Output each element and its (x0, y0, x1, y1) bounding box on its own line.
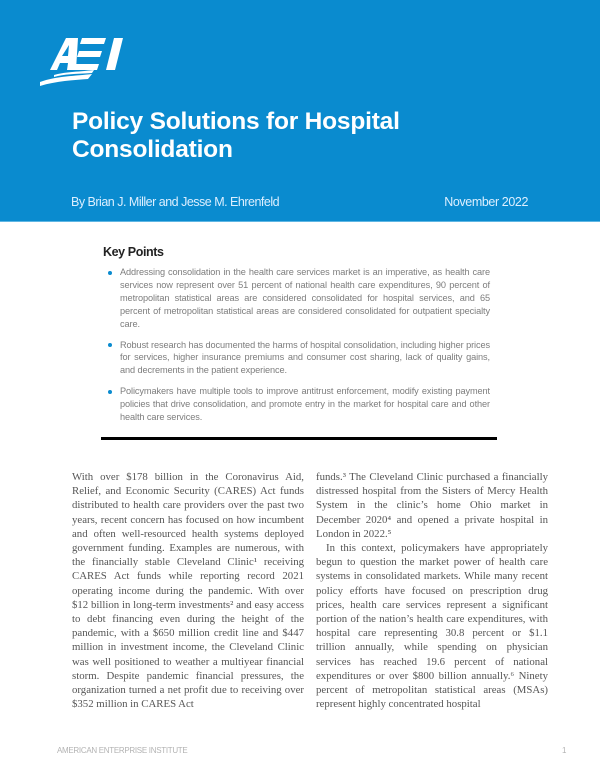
key-point-text: Policymakers have multiple tools to improve antitrust enforcement, modify existing payment policies that drive consolidation, and promote entry in the market for hospital care and other health care services. (120, 386, 490, 423)
key-points-heading: Key Points (103, 245, 164, 259)
body-column-left (72, 470, 304, 711)
page-title: Policy Solutions for Hospital Consolidation (72, 108, 400, 163)
bullet-icon (108, 390, 112, 394)
page-number: 1 (562, 746, 567, 755)
key-point-item (108, 339, 490, 378)
body-paragraph: In this context, policymakers have appropriately begun to question the market power of health care systems in consolidated markets. While many recent policy efforts have focused on prescription drug prices, health care services represent a significant portion of the nation’s health care expenditures, with hospital care representing 30.8 percent or $1.1 trillion annually, while spending on physician services has reached 19.6 percent of national expenditures or over $800 billion annually.⁶ Ninety percent of metropolitan statistical areas (MSAs) represent highly concentrated hospital (316, 542, 548, 711)
body-paragraph: funds.³ The Cleveland Clinic purchased a financially distressed hospital from the Sisters of Mercy Health System in the clinic’s home Ohio market in December 2020⁴ and opened a private hospital in London in 2022.⁵ (316, 471, 548, 540)
key-points-list (108, 266, 490, 432)
footer-organization: AMERICAN ENTERPRISE INSTITUTE (57, 746, 188, 755)
body-paragraph: With over $178 billion in the Coronavirus Aid, Relief, and Economic Security (CARES) Act funds distributed to health care providers over the past two years, recent concern has focused on how incumbent and often well-resourced health systems deployed government funding. Examples are numerous, with the financially stable Cleveland Clinic¹ receiving CARES Act funds while reporting record 2021 operating income during the pandemic. With over $12 billion in long-term investments² and easy access to debt financing even during the height of the pandemic, with a $650 million credit line and $447 million in investment income, the Cleveland Clinic was well positioned to weather a multiyear financial storm. Despite pandemic financial pressures, the organization turned a net profit due to receiving over $352 million in CARES Act (72, 471, 304, 711)
publication-date: November 2022 (444, 195, 528, 209)
body-column-right (316, 470, 548, 711)
cover-header (0, 0, 600, 222)
author-byline: By Brian J. Miller and Jesse M. Ehrenfeld (71, 195, 280, 209)
key-point-text: Robust research has documented the harms of hospital consolidation, including higher prices for services, higher insurance premiums and consumer cost sharing, lack of quality gains, and decrements in the patient experience. (120, 339, 490, 376)
bullet-icon (108, 343, 112, 347)
key-point-item (108, 385, 490, 424)
key-point-item (108, 266, 490, 331)
section-divider (101, 437, 497, 440)
aei-logo-icon (36, 32, 146, 88)
key-point-text: Addressing consolidation in the health care services market is an imperative, as health care services now represent over 51 percent of national health care expenditures, 90 percent of metropolitan statistical areas are considered consolidated for hospital services, and 65 percent of metropolitan statistical areas are considered consolidated for outpatient specialty care. (120, 267, 490, 329)
bullet-icon (108, 271, 112, 275)
